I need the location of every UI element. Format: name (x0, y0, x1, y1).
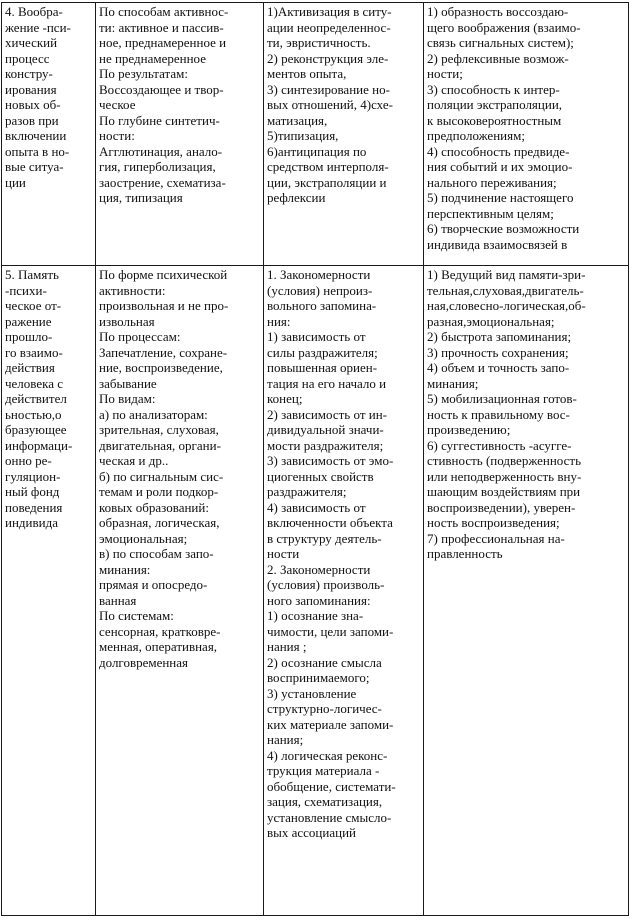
text-line: произвольная и не про- (99, 298, 229, 313)
text-line: 2) зависимость от ин- (267, 406, 387, 422)
text-line: ирования (5, 81, 57, 97)
text-line: вые ситуа- (5, 159, 64, 174)
text-line: ации неопределеннос- (267, 19, 391, 35)
text-line: тельная,слуховая,двигатель- (427, 282, 584, 298)
text-line: 4) зависимость от (267, 499, 366, 515)
text-line: ности (267, 546, 300, 561)
text-line: 3) зависимость от эмо- (267, 453, 394, 468)
text-line: ции, экстраполяции и (267, 174, 387, 190)
cell-process-definition (2, 3, 96, 266)
text-line: ная,словесно-логическая,об- (427, 298, 586, 313)
text-line: ти, эвристичность. (267, 35, 371, 50)
text-line: 1)Активизация в ситу- (267, 4, 392, 19)
text-line: 2. Закономерности (267, 561, 371, 577)
text-line: Запечатление, сохране- (99, 344, 228, 360)
text-line: минания; (427, 375, 479, 391)
text-line: вых отношений, 4)схе- (267, 97, 393, 112)
text-line: зация, схематизация, (267, 794, 383, 809)
text-line: 1. Закономерности (267, 267, 371, 282)
text-line: разов при (5, 112, 59, 128)
text-line: средством интерполя- (267, 159, 389, 174)
text-line: 1) осознание зна- (267, 608, 364, 623)
text-line: По глубине синтетич- (99, 112, 220, 128)
text-line: образная, логическая, (99, 515, 220, 530)
text-line: циогенных свойств (267, 468, 374, 484)
text-line: 3) установление (267, 685, 357, 701)
text-line: ких материале запоми- (267, 716, 394, 732)
text-line: 4) способность предвиде- (427, 143, 570, 159)
text-line: ковых образований: (99, 499, 209, 515)
text-line: структурно-логичес- (267, 701, 382, 716)
text-line: обобщение, системати- (267, 778, 396, 794)
text-line: го взаимо- (5, 344, 63, 360)
text-line: 6)антиципация по (267, 143, 367, 159)
text-line: 2) осознание смысла (267, 654, 382, 670)
text-line: воспроизведении), уверен- (427, 499, 576, 515)
text-line: (условия) произволь- (267, 577, 385, 592)
text-line: 5. Память (5, 267, 59, 282)
text-line: 5)типизация, (267, 128, 339, 143)
text-line: 3) синтезирование но- (267, 81, 390, 97)
text-line: 7) профессиональная на- (427, 530, 565, 546)
text-line: сенсорная, кратковре- (99, 623, 221, 639)
text-line: темам и роли подкор- (99, 484, 219, 499)
text-line: процесс (5, 50, 50, 66)
text-line: вольного запомина- (267, 298, 377, 313)
text-line: связь сигнальных систем); (427, 35, 574, 50)
text-line: По видам: (99, 391, 156, 406)
text-line: матизация, (267, 112, 328, 128)
text-line: ражение (5, 313, 52, 329)
text-line: ности: (99, 128, 135, 143)
text-line: ность к правильному вос- (427, 406, 570, 422)
text-line: предположениям; (427, 128, 525, 143)
text-line: По форме психической (99, 267, 228, 282)
text-line: ческое (99, 97, 136, 112)
text-line: гуляцион- (5, 468, 61, 484)
text-line: зрительная, слуховая, (99, 422, 219, 437)
text-line: 3) способность к интер- (427, 81, 560, 97)
cell-properties (424, 3, 629, 266)
text-line: не преднамеренное (99, 50, 206, 66)
text-line: заострение, схематиза- (99, 174, 226, 190)
text-line: 4) логическая реконс- (267, 747, 388, 763)
text-line: разная,эмоциональная; (427, 313, 555, 329)
text-line: минания: (99, 561, 151, 577)
text-line: 4) объем и точность запо- (427, 360, 570, 375)
text-line: воспринимаемого; (267, 670, 370, 685)
text-line: стивность (подверженность (427, 453, 582, 468)
text-line: б) по сигнальным сис- (99, 468, 224, 484)
text-line: в) по способам запо- (99, 546, 214, 561)
text-line: бразующее (5, 422, 67, 437)
text-line: извольная (99, 313, 155, 329)
text-line: жение -пси- (5, 19, 71, 35)
text-line: 3) прочность сохранения; (427, 344, 569, 360)
text-line: 6) творческие возможности (427, 221, 580, 236)
text-line: 2) реконструкция эле- (267, 50, 389, 66)
text-line: ьностью,о (5, 406, 62, 422)
text-line: (условия) непроиз- (267, 282, 373, 298)
text-line: ческая и др.. (99, 453, 169, 468)
text-line: конец; (267, 391, 303, 406)
text-line: новых об- (5, 97, 61, 112)
text-line: ванная (99, 592, 137, 608)
text-line: повышенная ориен- (267, 360, 378, 375)
text-line: ти: активное и пассив- (99, 19, 224, 35)
text-line: забывание (99, 375, 157, 391)
text-line: прошло- (5, 329, 53, 344)
text-line: По системам: (99, 608, 174, 623)
text-line: ности; (427, 66, 463, 81)
cell-types (96, 3, 264, 266)
text-line: прямая и опосредо- (99, 577, 208, 592)
text-line: дивидуальной значи- (267, 422, 384, 437)
text-line: вых ассоциаций (267, 825, 356, 840)
text-line: хический (5, 35, 58, 50)
text-line: -психи- (5, 282, 47, 298)
text-line: человека с (5, 375, 64, 391)
text-line: в структуру деятель- (267, 530, 382, 546)
text-line: ции (5, 174, 26, 190)
text-line: действия (5, 360, 55, 375)
text-line: опыта в но- (5, 143, 70, 159)
text-line: раздражителя; (267, 484, 347, 499)
text-line: 2) рефлексивные возмож- (427, 50, 569, 66)
text-line: перспективным целям; (427, 205, 554, 221)
text-line: 4. Вообра- (5, 4, 63, 19)
text-line: ный фонд (5, 484, 60, 499)
text-line: к высоковероятностным (427, 112, 562, 128)
table-row-memory (2, 266, 629, 916)
text-line: ние, воспроизведение, (99, 360, 223, 375)
text-line: или неподверженность вну- (427, 468, 582, 484)
text-line: нания ; (267, 639, 307, 654)
cell-properties (424, 266, 629, 916)
text-line: ное, преднамеренное и (99, 35, 227, 50)
text-line: ческое от- (5, 298, 62, 313)
text-line: По способам активнос- (99, 4, 229, 19)
text-line: ного запоминания: (267, 592, 371, 608)
text-line: рефлексии (267, 190, 326, 205)
text-line: информаци- (5, 437, 73, 453)
text-line: мости раздражителя; (267, 437, 384, 453)
text-line: включении (5, 128, 67, 143)
cell-regularities (264, 266, 424, 916)
text-line: ция, типизация (99, 190, 183, 205)
text-line: включенности объекта (267, 515, 393, 530)
text-line: 1) Ведущий вид памяти-зри- (427, 267, 586, 282)
cell-types (96, 266, 264, 916)
text-line: гия, гиперболизация, (99, 159, 216, 174)
text-line: ность воспроизведения; (427, 515, 560, 530)
text-line: шающим воздействиям при (427, 484, 581, 499)
text-line: произведению; (427, 422, 511, 437)
text-line: индивида (5, 515, 58, 530)
text-line: установление смысло- (267, 809, 392, 825)
text-line: ментов опыта, (267, 66, 347, 81)
text-line: 5) подчинение настоящего (427, 190, 574, 205)
text-line: 1) образность воссоздаю- (427, 4, 569, 19)
text-line: эмоциональная; (99, 530, 188, 546)
text-line: ния событий и их эмоцио- (427, 159, 573, 174)
text-line: тация на его начало и (267, 375, 387, 391)
text-line: Воссоздающее и твор- (99, 81, 224, 97)
text-line: 6) суггестивность -асугге- (427, 437, 572, 453)
text-line: 5) мобилизационная готов- (427, 391, 577, 406)
text-line: нального переживания; (427, 174, 557, 190)
text-line: чимости, цели запоми- (267, 623, 394, 639)
text-line: онно ре- (5, 453, 52, 468)
text-line: щего воображения (взаимо- (427, 19, 581, 35)
text-line: индивида взаимосвязей в (427, 236, 568, 252)
text-line: 2) быстрота запоминания; (427, 329, 572, 344)
text-line: поведения (5, 499, 63, 515)
cell-regularities (264, 3, 424, 266)
text-line: 1) зависимость от (267, 329, 366, 344)
text-line: констру- (5, 66, 53, 81)
text-line: правленность (427, 546, 503, 561)
text-line: По процессам: (99, 329, 181, 344)
text-line: ния: (267, 313, 291, 329)
text-line: нания; (267, 732, 304, 747)
psychology-table (1, 2, 629, 916)
table-row-imagination (2, 3, 629, 266)
text-line: трукция материала - (267, 763, 380, 778)
text-line: менная, оперативная, (99, 639, 218, 654)
text-line: двигательная, органи- (99, 437, 221, 453)
text-line: По результатам: (99, 66, 189, 81)
text-line: поляции экстраполяции, (427, 97, 563, 112)
text-line: Агглютинация, анало- (99, 143, 223, 159)
text-line: а) по анализаторам: (99, 406, 208, 422)
text-line: долговременная (99, 654, 189, 670)
text-line: действител (5, 391, 67, 406)
text-line: активности: (99, 282, 166, 298)
text-line: силы раздражителя; (267, 344, 378, 360)
cell-process-definition (2, 266, 96, 916)
